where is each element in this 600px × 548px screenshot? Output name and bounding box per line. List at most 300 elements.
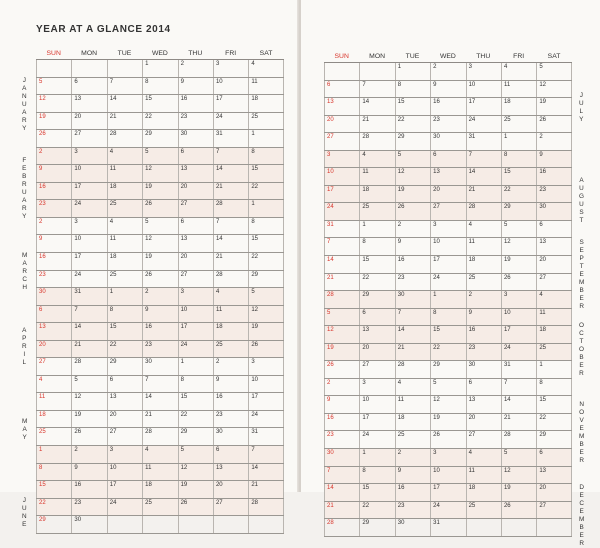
day-cell[interactable] (107, 235, 142, 252)
day-cell[interactable] (430, 186, 465, 203)
day-cell[interactable] (395, 186, 430, 203)
day-cell[interactable] (395, 309, 430, 326)
day-cell[interactable] (107, 253, 142, 270)
day-cell[interactable] (501, 309, 536, 326)
day-cell[interactable] (36, 271, 71, 288)
day-cell[interactable] (71, 253, 106, 270)
day-cell[interactable] (395, 467, 430, 484)
day-cell[interactable] (430, 449, 465, 466)
day-cell[interactable] (466, 449, 501, 466)
day-cell[interactable] (107, 393, 142, 410)
day-cell[interactable] (324, 63, 359, 80)
day-cell[interactable] (142, 148, 177, 165)
day-cell[interactable] (142, 200, 177, 217)
day-cell[interactable] (142, 358, 177, 375)
day-cell[interactable] (466, 414, 501, 431)
day-cell[interactable] (248, 165, 283, 182)
day-cell[interactable] (213, 323, 248, 340)
day-cell[interactable] (359, 344, 394, 361)
day-cell[interactable] (71, 78, 106, 95)
day-cell[interactable] (178, 200, 213, 217)
day-cell[interactable] (395, 291, 430, 308)
day-cell[interactable] (36, 218, 71, 235)
day-cell[interactable] (430, 502, 465, 519)
day-cell[interactable] (178, 428, 213, 445)
day-cell[interactable] (466, 81, 501, 98)
day-cell[interactable] (324, 344, 359, 361)
day-cell[interactable] (395, 431, 430, 448)
day-cell[interactable] (71, 358, 106, 375)
day-cell[interactable] (466, 309, 501, 326)
day-cell[interactable] (213, 288, 248, 305)
day-cell[interactable] (248, 323, 283, 340)
day-cell[interactable] (213, 253, 248, 270)
day-cell[interactable] (324, 502, 359, 519)
day-cell[interactable] (466, 361, 501, 378)
day-cell[interactable] (142, 78, 177, 95)
day-cell[interactable] (71, 288, 106, 305)
day-cell[interactable] (501, 484, 536, 501)
day-cell[interactable] (501, 168, 536, 185)
day-cell[interactable] (142, 393, 177, 410)
day-cell[interactable] (248, 253, 283, 270)
day-cell[interactable] (359, 396, 394, 413)
day-cell[interactable] (466, 203, 501, 220)
day-cell[interactable] (501, 221, 536, 238)
day-cell[interactable] (248, 113, 283, 130)
day-cell[interactable] (466, 116, 501, 133)
day-cell[interactable] (430, 221, 465, 238)
day-cell[interactable] (430, 309, 465, 326)
day-cell[interactable] (324, 98, 359, 115)
day-cell[interactable] (536, 256, 571, 273)
day-cell[interactable] (430, 326, 465, 343)
day-cell[interactable] (536, 361, 571, 378)
day-cell[interactable] (36, 516, 71, 533)
day-cell[interactable] (501, 326, 536, 343)
day-cell[interactable] (213, 183, 248, 200)
day-cell[interactable] (248, 271, 283, 288)
day-cell[interactable] (107, 516, 142, 533)
day-cell[interactable] (536, 221, 571, 238)
day-cell[interactable] (395, 168, 430, 185)
day-cell[interactable] (248, 446, 283, 463)
day-cell[interactable] (324, 449, 359, 466)
day-cell[interactable] (213, 60, 248, 77)
day-cell[interactable] (107, 148, 142, 165)
day-cell[interactable] (71, 95, 106, 112)
day-cell[interactable] (71, 323, 106, 340)
day-cell[interactable] (248, 411, 283, 428)
day-cell[interactable] (395, 203, 430, 220)
day-cell[interactable] (430, 467, 465, 484)
day-cell[interactable] (142, 411, 177, 428)
day-cell[interactable] (359, 98, 394, 115)
day-cell[interactable] (178, 393, 213, 410)
day-cell[interactable] (359, 63, 394, 80)
day-cell[interactable] (36, 165, 71, 182)
day-cell[interactable] (178, 481, 213, 498)
day-cell[interactable] (430, 344, 465, 361)
day-cell[interactable] (324, 431, 359, 448)
day-cell[interactable] (466, 256, 501, 273)
day-cell[interactable] (501, 63, 536, 80)
day-cell[interactable] (324, 519, 359, 536)
day-cell[interactable] (430, 116, 465, 133)
day-cell[interactable] (536, 291, 571, 308)
day-cell[interactable] (142, 516, 177, 533)
day-cell[interactable] (213, 130, 248, 147)
day-cell[interactable] (142, 481, 177, 498)
day-cell[interactable] (536, 414, 571, 431)
day-cell[interactable] (248, 95, 283, 112)
day-cell[interactable] (71, 271, 106, 288)
day-cell[interactable] (324, 361, 359, 378)
day-cell[interactable] (324, 133, 359, 150)
day-cell[interactable] (466, 98, 501, 115)
day-cell[interactable] (359, 467, 394, 484)
day-cell[interactable] (324, 326, 359, 343)
day-cell[interactable] (71, 148, 106, 165)
day-cell[interactable] (71, 341, 106, 358)
day-cell[interactable] (107, 200, 142, 217)
day-cell[interactable] (430, 484, 465, 501)
day-cell[interactable] (213, 481, 248, 498)
day-cell[interactable] (178, 130, 213, 147)
day-cell[interactable] (248, 235, 283, 252)
day-cell[interactable] (107, 165, 142, 182)
day-cell[interactable] (324, 116, 359, 133)
day-cell[interactable] (395, 326, 430, 343)
day-cell[interactable] (501, 186, 536, 203)
day-cell[interactable] (430, 238, 465, 255)
day-cell[interactable] (536, 449, 571, 466)
day-cell[interactable] (395, 98, 430, 115)
day-cell[interactable] (178, 253, 213, 270)
day-cell[interactable] (142, 130, 177, 147)
day-cell[interactable] (359, 449, 394, 466)
day-cell[interactable] (248, 200, 283, 217)
day-cell[interactable] (501, 238, 536, 255)
day-cell[interactable] (430, 63, 465, 80)
day-cell[interactable] (536, 309, 571, 326)
day-cell[interactable] (395, 221, 430, 238)
day-cell[interactable] (359, 291, 394, 308)
day-cell[interactable] (248, 183, 283, 200)
day-cell[interactable] (178, 235, 213, 252)
day-cell[interactable] (142, 253, 177, 270)
day-cell[interactable] (178, 271, 213, 288)
day-cell[interactable] (324, 274, 359, 291)
day-cell[interactable] (142, 341, 177, 358)
day-cell[interactable] (324, 379, 359, 396)
day-cell[interactable] (178, 113, 213, 130)
day-cell[interactable] (107, 306, 142, 323)
day-cell[interactable] (107, 60, 142, 77)
day-cell[interactable] (36, 253, 71, 270)
day-cell[interactable] (466, 238, 501, 255)
day-cell[interactable] (178, 148, 213, 165)
day-cell[interactable] (71, 306, 106, 323)
day-cell[interactable] (395, 133, 430, 150)
day-cell[interactable] (36, 341, 71, 358)
day-cell[interactable] (430, 519, 465, 536)
day-cell[interactable] (536, 133, 571, 150)
day-cell[interactable] (142, 113, 177, 130)
day-cell[interactable] (213, 218, 248, 235)
day-cell[interactable] (142, 428, 177, 445)
day-cell[interactable] (178, 341, 213, 358)
day-cell[interactable] (324, 484, 359, 501)
day-cell[interactable] (466, 326, 501, 343)
day-cell[interactable] (501, 256, 536, 273)
day-cell[interactable] (178, 376, 213, 393)
day-cell[interactable] (71, 428, 106, 445)
day-cell[interactable] (501, 291, 536, 308)
day-cell[interactable] (248, 218, 283, 235)
day-cell[interactable] (466, 168, 501, 185)
day-cell[interactable] (142, 306, 177, 323)
day-cell[interactable] (213, 200, 248, 217)
day-cell[interactable] (466, 221, 501, 238)
day-cell[interactable] (142, 376, 177, 393)
day-cell[interactable] (71, 464, 106, 481)
day-cell[interactable] (36, 323, 71, 340)
day-cell[interactable] (142, 95, 177, 112)
day-cell[interactable] (395, 274, 430, 291)
day-cell[interactable] (466, 431, 501, 448)
day-cell[interactable] (178, 165, 213, 182)
day-cell[interactable] (501, 502, 536, 519)
day-cell[interactable] (142, 323, 177, 340)
day-cell[interactable] (501, 519, 536, 536)
day-cell[interactable] (501, 344, 536, 361)
day-cell[interactable] (213, 411, 248, 428)
day-cell[interactable] (248, 393, 283, 410)
day-cell[interactable] (248, 428, 283, 445)
day-cell[interactable] (501, 449, 536, 466)
day-cell[interactable] (501, 431, 536, 448)
day-cell[interactable] (178, 411, 213, 428)
day-cell[interactable] (430, 431, 465, 448)
day-cell[interactable] (213, 95, 248, 112)
day-cell[interactable] (36, 411, 71, 428)
day-cell[interactable] (71, 165, 106, 182)
day-cell[interactable] (178, 358, 213, 375)
day-cell[interactable] (142, 499, 177, 516)
day-cell[interactable] (107, 271, 142, 288)
day-cell[interactable] (359, 274, 394, 291)
day-cell[interactable] (430, 256, 465, 273)
day-cell[interactable] (430, 168, 465, 185)
day-cell[interactable] (536, 116, 571, 133)
day-cell[interactable] (536, 203, 571, 220)
day-cell[interactable] (430, 133, 465, 150)
day-cell[interactable] (359, 168, 394, 185)
day-cell[interactable] (324, 203, 359, 220)
day-cell[interactable] (324, 291, 359, 308)
day-cell[interactable] (71, 393, 106, 410)
day-cell[interactable] (213, 446, 248, 463)
day-cell[interactable] (359, 484, 394, 501)
day-cell[interactable] (395, 361, 430, 378)
day-cell[interactable] (359, 309, 394, 326)
day-cell[interactable] (536, 151, 571, 168)
day-cell[interactable] (536, 396, 571, 413)
day-cell[interactable] (107, 411, 142, 428)
day-cell[interactable] (142, 183, 177, 200)
day-cell[interactable] (178, 78, 213, 95)
day-cell[interactable] (71, 516, 106, 533)
day-cell[interactable] (466, 502, 501, 519)
day-cell[interactable] (107, 130, 142, 147)
day-cell[interactable] (395, 379, 430, 396)
day-cell[interactable] (107, 95, 142, 112)
day-cell[interactable] (395, 81, 430, 98)
day-cell[interactable] (248, 516, 283, 533)
day-cell[interactable] (107, 78, 142, 95)
day-cell[interactable] (324, 396, 359, 413)
day-cell[interactable] (248, 464, 283, 481)
day-cell[interactable] (430, 81, 465, 98)
day-cell[interactable] (248, 130, 283, 147)
day-cell[interactable] (359, 519, 394, 536)
day-cell[interactable] (536, 98, 571, 115)
day-cell[interactable] (213, 235, 248, 252)
day-cell[interactable] (430, 203, 465, 220)
day-cell[interactable] (36, 393, 71, 410)
day-cell[interactable] (466, 519, 501, 536)
day-cell[interactable] (359, 81, 394, 98)
day-cell[interactable] (395, 502, 430, 519)
day-cell[interactable] (395, 256, 430, 273)
day-cell[interactable] (430, 379, 465, 396)
day-cell[interactable] (536, 467, 571, 484)
day-cell[interactable] (430, 98, 465, 115)
day-cell[interactable] (36, 78, 71, 95)
day-cell[interactable] (36, 376, 71, 393)
day-cell[interactable] (430, 151, 465, 168)
day-cell[interactable] (36, 113, 71, 130)
day-cell[interactable] (36, 95, 71, 112)
day-cell[interactable] (213, 516, 248, 533)
day-cell[interactable] (107, 341, 142, 358)
day-cell[interactable] (36, 446, 71, 463)
day-cell[interactable] (107, 376, 142, 393)
day-cell[interactable] (142, 464, 177, 481)
day-cell[interactable] (536, 274, 571, 291)
day-cell[interactable] (466, 274, 501, 291)
day-cell[interactable] (71, 481, 106, 498)
day-cell[interactable] (36, 358, 71, 375)
day-cell[interactable] (36, 499, 71, 516)
day-cell[interactable] (359, 326, 394, 343)
day-cell[interactable] (36, 428, 71, 445)
day-cell[interactable] (71, 113, 106, 130)
day-cell[interactable] (248, 341, 283, 358)
day-cell[interactable] (501, 467, 536, 484)
day-cell[interactable] (501, 396, 536, 413)
day-cell[interactable] (142, 271, 177, 288)
day-cell[interactable] (430, 274, 465, 291)
day-cell[interactable] (359, 238, 394, 255)
day-cell[interactable] (430, 291, 465, 308)
day-cell[interactable] (142, 235, 177, 252)
day-cell[interactable] (71, 60, 106, 77)
day-cell[interactable] (430, 396, 465, 413)
day-cell[interactable] (501, 361, 536, 378)
day-cell[interactable] (178, 446, 213, 463)
day-cell[interactable] (71, 183, 106, 200)
day-cell[interactable] (107, 428, 142, 445)
day-cell[interactable] (36, 235, 71, 252)
day-cell[interactable] (466, 186, 501, 203)
day-cell[interactable] (466, 484, 501, 501)
day-cell[interactable] (107, 358, 142, 375)
day-cell[interactable] (213, 165, 248, 182)
day-cell[interactable] (395, 63, 430, 80)
day-cell[interactable] (501, 116, 536, 133)
day-cell[interactable] (178, 183, 213, 200)
day-cell[interactable] (107, 113, 142, 130)
day-cell[interactable] (501, 379, 536, 396)
day-cell[interactable] (71, 218, 106, 235)
day-cell[interactable] (213, 428, 248, 445)
day-cell[interactable] (107, 183, 142, 200)
day-cell[interactable] (71, 411, 106, 428)
day-cell[interactable] (324, 256, 359, 273)
day-cell[interactable] (359, 133, 394, 150)
day-cell[interactable] (430, 414, 465, 431)
day-cell[interactable] (71, 200, 106, 217)
day-cell[interactable] (213, 306, 248, 323)
day-cell[interactable] (466, 344, 501, 361)
day-cell[interactable] (501, 133, 536, 150)
day-cell[interactable] (213, 358, 248, 375)
day-cell[interactable] (324, 151, 359, 168)
day-cell[interactable] (536, 81, 571, 98)
day-cell[interactable] (359, 203, 394, 220)
day-cell[interactable] (248, 60, 283, 77)
day-cell[interactable] (36, 148, 71, 165)
day-cell[interactable] (248, 288, 283, 305)
day-cell[interactable] (395, 519, 430, 536)
day-cell[interactable] (213, 78, 248, 95)
day-cell[interactable] (324, 238, 359, 255)
day-cell[interactable] (395, 396, 430, 413)
day-cell[interactable] (324, 168, 359, 185)
day-cell[interactable] (359, 116, 394, 133)
day-cell[interactable] (213, 393, 248, 410)
day-cell[interactable] (36, 200, 71, 217)
day-cell[interactable] (324, 186, 359, 203)
day-cell[interactable] (501, 98, 536, 115)
day-cell[interactable] (248, 78, 283, 95)
day-cell[interactable] (395, 151, 430, 168)
day-cell[interactable] (36, 464, 71, 481)
day-cell[interactable] (107, 288, 142, 305)
day-cell[interactable] (142, 60, 177, 77)
day-cell[interactable] (36, 130, 71, 147)
day-cell[interactable] (213, 499, 248, 516)
day-cell[interactable] (178, 218, 213, 235)
day-cell[interactable] (178, 306, 213, 323)
day-cell[interactable] (248, 148, 283, 165)
day-cell[interactable] (359, 502, 394, 519)
day-cell[interactable] (178, 516, 213, 533)
day-cell[interactable] (71, 499, 106, 516)
day-cell[interactable] (178, 323, 213, 340)
